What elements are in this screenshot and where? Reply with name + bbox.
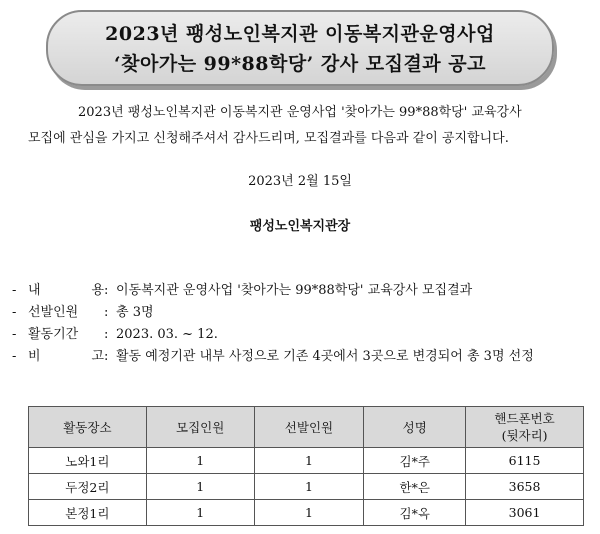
detail-selected-count: - 선발인원 : 총 3명 [12,302,534,324]
column-header: 성명 [364,407,466,448]
table-cell: 3061 [466,500,584,526]
table-cell: 1 [254,474,364,500]
table-cell: 본정1리 [29,500,147,526]
table-cell: 3658 [466,474,584,500]
detail-period: - 활동기간 : 2023. 03. ~ 12. [12,324,534,346]
detail-value: 이동복지관 운영사업 '찾아가는 99*88학당' 교육강사 모집결과 [116,283,473,298]
details-list [12,280,534,368]
table-row [29,448,584,474]
table-cell: 1 [146,448,254,474]
intro-line-1: 2023년 팽성노인복지관 이동복지관 운영사업 '찾아가는 99*88학당' 교육강사 [78,105,522,120]
detail-label: 내 용 [28,283,104,298]
table-cell: 김*옥 [364,500,466,526]
table-cell: 김*주 [364,448,466,474]
results-table [28,406,584,526]
detail-label: 선발인원 [28,305,79,320]
intro-paragraph [0,100,600,152]
organization-signature: 팽성노인복지관장 [249,219,351,234]
title-line-1: 2023년 팽성노인복지관 이동복지관운영사업 [105,23,495,45]
detail-label: 비 고 [28,349,104,364]
detail-value: 총 3명 [116,305,154,320]
column-header: 선발인원 [254,407,364,448]
table-cell: 1 [146,500,254,526]
column-header: 모집인원 [146,407,254,448]
detail-value: 활동 예정기관 내부 사정으로 기존 4곳에서 3곳으로 변경되어 총 3명 선정 [116,349,534,364]
title-line-2: ‘찾아가는 99*88학당’ 강사 모집결과 공고 [114,53,486,75]
table-cell: 1 [254,500,364,526]
announcement-date: 2023년 2월 15일 [248,174,352,189]
detail-label: 활동기간 [28,327,79,342]
table-cell: 1 [146,474,254,500]
detail-value: 2023. 03. ~ 12. [116,327,218,342]
table-cell: 두정2리 [29,474,147,500]
column-header: 활동장소 [29,407,147,448]
table-header-row [29,407,584,448]
table-row [29,500,584,526]
intro-line-2: 모집에 관심을 가지고 신청해주셔서 감사드리며, 모집결과를 다음과 같이 공지합니다. [28,131,509,146]
detail-remarks: - 비 고 : 활동 예정기관 내부 사정으로 기존 4곳에서 3곳으로 변경되어 총 3명 선정 [12,346,534,368]
title-banner [46,10,554,86]
table-row [29,474,584,500]
table-cell: 6115 [466,448,584,474]
column-header: 핸드폰번호 (뒷자리) [466,407,584,448]
detail-content: - 내 용 : 이동복지관 운영사업 '찾아가는 99*88학당' 교육강사 모집결과 [12,280,534,302]
table-cell: 1 [254,448,364,474]
table-cell: 한*은 [364,474,466,500]
table-cell: 노와1리 [29,448,147,474]
